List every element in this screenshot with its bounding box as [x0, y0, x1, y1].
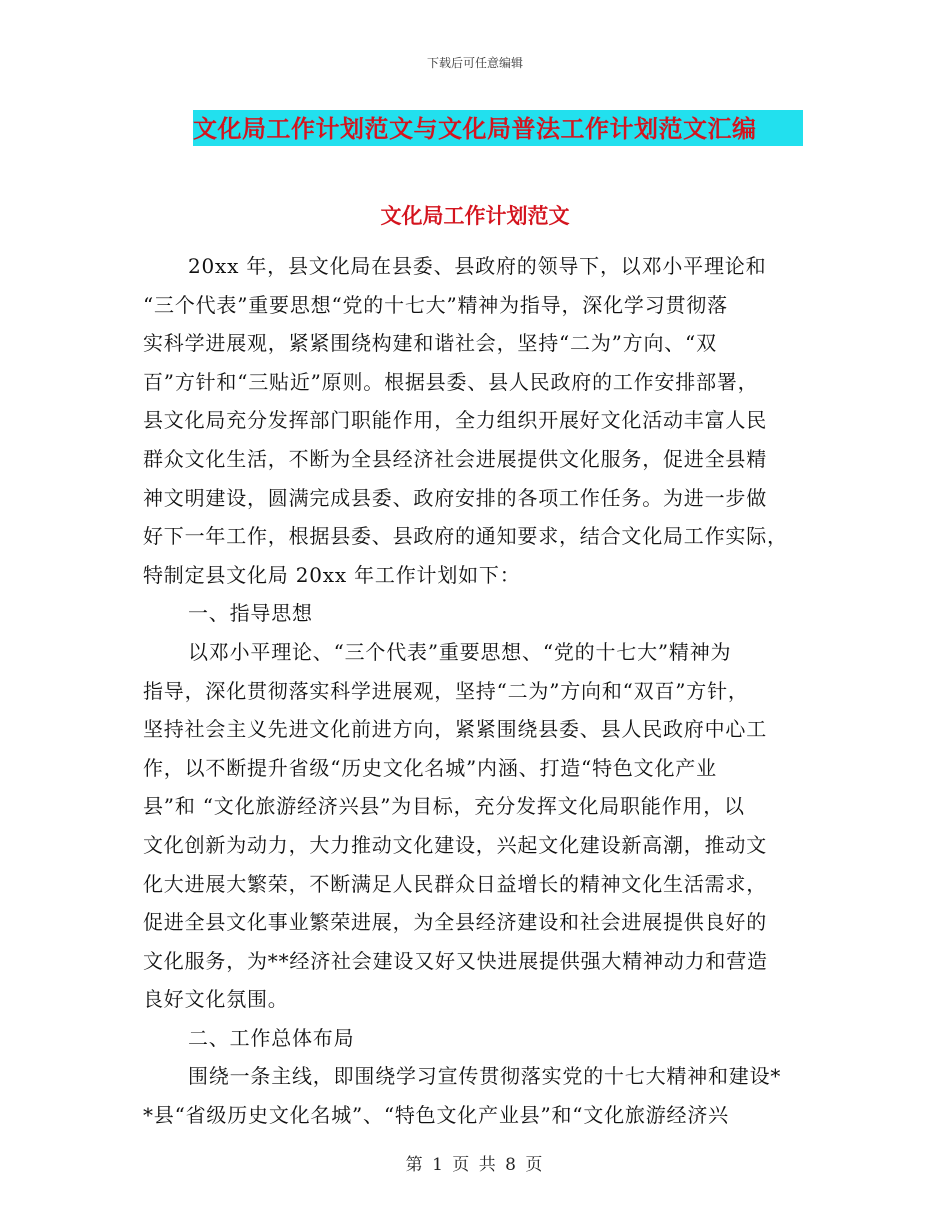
body-line: 实科学进展观，紧紧围绕构建和谐社会，坚持“二为”方向、“双: [143, 331, 717, 356]
body-line: 特制定县文化局 20xx 年工作计划如下：: [143, 562, 521, 587]
body-line: *县“省级历史文化名城”、“特色文化产业县”和“文化旅游经济兴: [143, 1103, 729, 1128]
body-line: 作，以不断提升省级“历史文化名城”内涵、打造“特色文化产业: [143, 755, 717, 780]
body-line: 文化服务，为**经济社会建设又好又快进展提供强大精神动力和营造: [143, 948, 768, 973]
body-line: 化大进展大繁荣，不断满足人民群众日益增长的精神文化生活需求，: [143, 871, 767, 896]
body-line: 良好文化氛围。: [143, 987, 289, 1012]
body-line: 文化创新为动力，大力推动文化建设，兴起文化建设新高潮，推动文: [143, 832, 767, 857]
heading-overall-layout: 二、工作总体布局: [188, 1025, 355, 1050]
body-line: 促进全县文化事业繁荣进展，为全县经济建设和社会进展提供良好的: [143, 910, 767, 935]
body-line: 神文明建设，圆满完成县委、政府安排的各项工作任务。为进一步做: [143, 485, 767, 510]
heading-guiding-ideology: 一、指导思想: [188, 601, 313, 626]
header-note: 下载后可任意编辑: [426, 56, 523, 70]
document-body: [143, 247, 813, 1135]
body-line: 指导，深化贯彻落实科学进展观，坚持“二为”方向和“双百”方针，: [143, 678, 749, 703]
body-line: 群众文化生活，不断为全县经济社会进展提供文化服务，促进全县精: [143, 446, 767, 471]
body-line: 县”和 “文化旅游经济兴县”为目标，充分发挥文化局职能作用，以: [143, 794, 745, 819]
document-title: 文化局工作计划范文与文化局普法工作计划范文汇编: [193, 114, 757, 143]
body-line: 围绕一条主线，即围绕学习宣传贯彻落实党的十七大精神和建设*: [188, 1064, 782, 1089]
body-line: 县文化局充分发挥部门职能作用，全力组织开展好文化活动丰富人民: [143, 408, 767, 433]
page-number: 第 1 页 共 8 页: [405, 1155, 545, 1175]
body-line: “三个代表”重要思想“党的十七大”精神为指导，深化学习贯彻落: [143, 292, 728, 317]
body-line: 坚持社会主义先进文化前进方向，紧紧围绕县委、县人民政府中心工: [143, 717, 767, 742]
section-title: 文化局工作计划范文: [380, 203, 570, 228]
body-line: 以邓小平理论、“三个代表”重要思想、“党的十七大”精神为: [188, 639, 732, 664]
body-line: 百”方针和“三贴近”原则。根据县委、县人民政府的工作安排部署，: [143, 369, 759, 394]
body-line: 好下一年工作，根据县委、县政府的通知要求，结合文化局工作实际，: [143, 524, 788, 549]
body-line: 20xx 年，县文化局在县委、县政府的领导下，以邓小平理论和: [188, 254, 767, 278]
